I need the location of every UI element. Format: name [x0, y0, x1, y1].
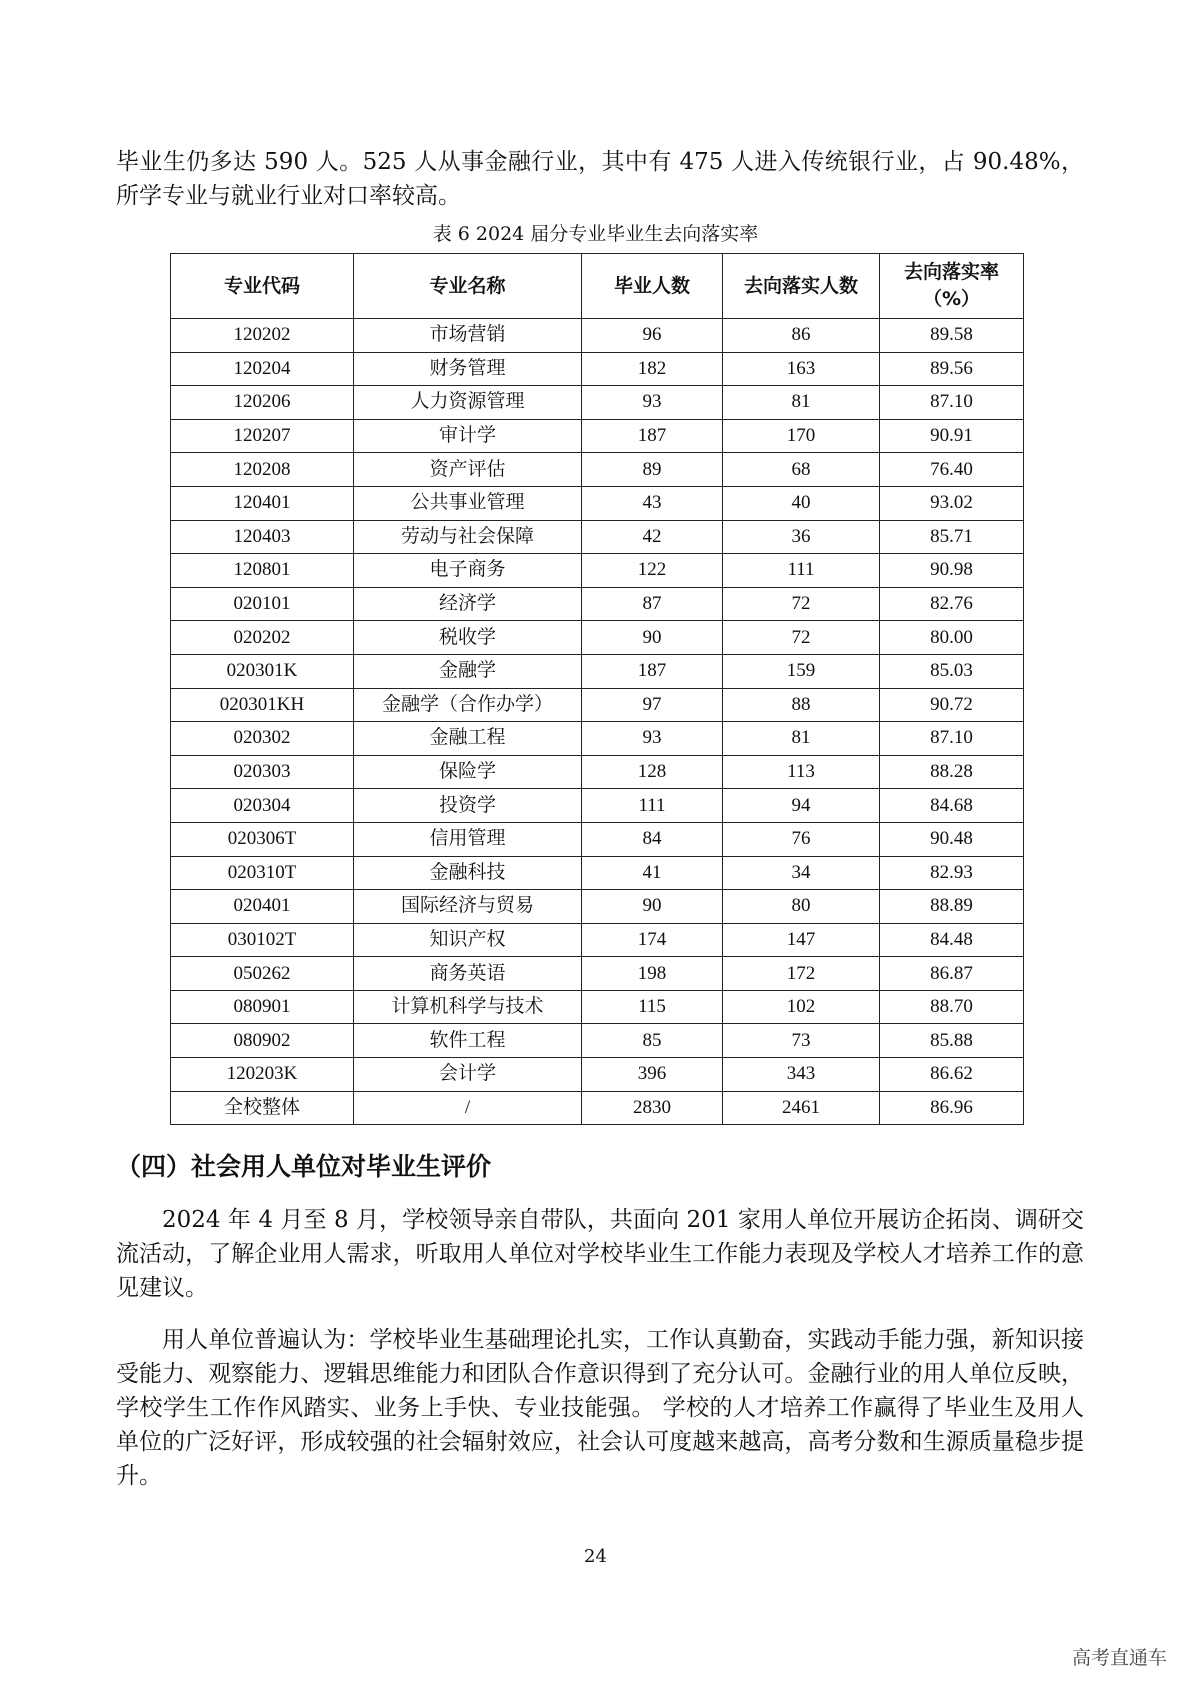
cell-major-code: 020306T [171, 822, 354, 856]
cell-major-name: 保险学 [354, 755, 582, 789]
cell-major-code: 全校整体 [171, 1091, 354, 1125]
cell-rate: 80.00 [880, 621, 1024, 655]
cell-major-code: 020303 [171, 755, 354, 789]
cell-rate: 87.10 [880, 386, 1024, 420]
cell-placed: 172 [723, 957, 880, 991]
cell-major-code: 020202 [171, 621, 354, 655]
cell-graduates: 198 [582, 957, 723, 991]
cell-major-code: 080901 [171, 990, 354, 1024]
table-row [171, 755, 1024, 789]
cell-graduates: 87 [582, 587, 723, 621]
cell-graduates: 115 [582, 990, 723, 1024]
cell-graduates: 43 [582, 486, 723, 520]
cell-placed: 159 [723, 654, 880, 688]
cell-placed: 68 [723, 453, 880, 487]
cell-major-code: 020401 [171, 890, 354, 924]
cell-rate: 90.98 [880, 554, 1024, 588]
table-row [171, 352, 1024, 386]
cell-rate: 90.72 [880, 688, 1024, 722]
cell-graduates: 90 [582, 621, 723, 655]
cell-major-code: 020301K [171, 654, 354, 688]
cell-rate: 82.76 [880, 587, 1024, 621]
cell-major-name: 金融学 [354, 654, 582, 688]
cell-major-name: 国际经济与贸易 [354, 890, 582, 924]
cell-graduates: 41 [582, 856, 723, 890]
cell-rate: 89.56 [880, 352, 1024, 386]
cell-graduates: 84 [582, 822, 723, 856]
cell-placed: 343 [723, 1058, 880, 1092]
cell-major-name: 公共事业管理 [354, 486, 582, 520]
cell-major-code: 120206 [171, 386, 354, 420]
cell-placed: 36 [723, 520, 880, 554]
cell-major-name: 人力资源管理 [354, 386, 582, 420]
cell-placed: 73 [723, 1024, 880, 1058]
header-graduates: 毕业人数 [582, 254, 723, 319]
cell-major-name: 计算机科学与技术 [354, 990, 582, 1024]
cell-graduates: 93 [582, 722, 723, 756]
cell-major-code: 120401 [171, 486, 354, 520]
cell-placed: 113 [723, 755, 880, 789]
table-row [171, 386, 1024, 420]
cell-major-code: 020301KH [171, 688, 354, 722]
table-header-row [171, 254, 1024, 319]
table-row [171, 621, 1024, 655]
page-number: 24 [584, 1546, 607, 1567]
cell-major-code: 120204 [171, 352, 354, 386]
table-caption: 表 6 2024 届分专业毕业生去向落实率 [432, 223, 759, 245]
cell-placed: 2461 [723, 1091, 880, 1125]
cell-major-code: 120203K [171, 1058, 354, 1092]
cell-rate: 86.62 [880, 1058, 1024, 1092]
table-row [171, 453, 1024, 487]
table-body [171, 319, 1024, 1125]
cell-major-name: 金融学（合作办学） [354, 688, 582, 722]
intro-paragraph: 毕业生仍多达 590 人。525 人从事金融行业，其中有 475 人进入传统银行业，占 90.48%，所学专业与就业行业对口率较高。 [116, 149, 1084, 209]
table-row [171, 789, 1024, 823]
cell-major-code: 050262 [171, 957, 354, 991]
cell-rate: 82.93 [880, 856, 1024, 890]
cell-placed: 102 [723, 990, 880, 1024]
table-row [171, 520, 1024, 554]
header-rate [880, 254, 1024, 319]
table-row [171, 486, 1024, 520]
cell-major-code: 080902 [171, 1024, 354, 1058]
cell-placed: 88 [723, 688, 880, 722]
cell-rate: 86.87 [880, 957, 1024, 991]
cell-major-name: 财务管理 [354, 352, 582, 386]
table-row [171, 722, 1024, 756]
table-row [171, 654, 1024, 688]
cell-graduates: 187 [582, 419, 723, 453]
table-row [171, 1024, 1024, 1058]
cell-major-code: 020310T [171, 856, 354, 890]
cell-major-name: 金融工程 [354, 722, 582, 756]
table-row [171, 688, 1024, 722]
feedback-paragraph: 用人单位普遍认为：学校毕业生基础理论扎实，工作认真勤奋，实践动手能力强，新知识接受能力、观察能力、逻辑思维能力和团队合作意识得到了充分认可。金融行业的用人单位反映，学校学生工作作风踏实、业务上手快、专业技能强。 学校的人才培养工作赢得了毕业生及用人单位的广泛好评，形成较强的社会辐射效应，社会认可度越来越高，高考分数和生源质量稳步提升。 [116, 1327, 1084, 1489]
cell-major-name: 会计学 [354, 1058, 582, 1092]
section-heading: （四）社会用人单位对毕业生评价 [116, 1152, 492, 1181]
table-row [171, 587, 1024, 621]
table-row [171, 856, 1024, 890]
cell-graduates: 187 [582, 654, 723, 688]
cell-major-code: 020101 [171, 587, 354, 621]
cell-major-code: 030102T [171, 923, 354, 957]
cell-rate: 90.48 [880, 822, 1024, 856]
cell-placed: 94 [723, 789, 880, 823]
cell-rate: 85.71 [880, 520, 1024, 554]
cell-placed: 72 [723, 621, 880, 655]
table-row [171, 1091, 1024, 1125]
header-major-name: 专业名称 [354, 254, 582, 319]
cell-graduates: 89 [582, 453, 723, 487]
cell-graduates: 128 [582, 755, 723, 789]
cell-placed: 81 [723, 722, 880, 756]
cell-graduates: 42 [582, 520, 723, 554]
cell-placed: 170 [723, 419, 880, 453]
cell-rate: 84.68 [880, 789, 1024, 823]
cell-major-code: 120207 [171, 419, 354, 453]
header-major-code: 专业代码 [171, 254, 354, 319]
cell-major-name: 软件工程 [354, 1024, 582, 1058]
cell-graduates: 182 [582, 352, 723, 386]
cell-placed: 147 [723, 923, 880, 957]
cell-graduates: 2830 [582, 1091, 723, 1125]
cell-major-name: 电子商务 [354, 554, 582, 588]
cell-rate: 89.58 [880, 319, 1024, 353]
table-row [171, 957, 1024, 991]
cell-major-name: 劳动与社会保障 [354, 520, 582, 554]
cell-major-code: 020302 [171, 722, 354, 756]
cell-rate: 76.40 [880, 453, 1024, 487]
table-row [171, 990, 1024, 1024]
cell-graduates: 396 [582, 1058, 723, 1092]
table-row [171, 554, 1024, 588]
cell-graduates: 90 [582, 890, 723, 924]
cell-major-name: 资产评估 [354, 453, 582, 487]
table-row [171, 419, 1024, 453]
cell-major-name: 投资学 [354, 789, 582, 823]
cell-graduates: 96 [582, 319, 723, 353]
cell-major-name: / [354, 1091, 582, 1125]
cell-major-name: 税收学 [354, 621, 582, 655]
cell-major-name: 商务英语 [354, 957, 582, 991]
employment-rate-table [170, 253, 1024, 1125]
cell-rate: 87.10 [880, 722, 1024, 756]
cell-rate: 86.96 [880, 1091, 1024, 1125]
cell-rate: 88.70 [880, 990, 1024, 1024]
cell-rate: 88.28 [880, 755, 1024, 789]
cell-graduates: 85 [582, 1024, 723, 1058]
cell-major-code: 120403 [171, 520, 354, 554]
cell-placed: 80 [723, 890, 880, 924]
cell-rate: 85.03 [880, 654, 1024, 688]
cell-graduates: 111 [582, 789, 723, 823]
cell-major-code: 120801 [171, 554, 354, 588]
cell-placed: 111 [723, 554, 880, 588]
cell-placed: 81 [723, 386, 880, 420]
table-row [171, 1058, 1024, 1092]
cell-major-code: 120208 [171, 453, 354, 487]
table-row [171, 822, 1024, 856]
cell-placed: 72 [723, 587, 880, 621]
cell-rate: 90.91 [880, 419, 1024, 453]
cell-graduates: 122 [582, 554, 723, 588]
watermark-text: 高考直通车 [1071, 1647, 1167, 1669]
header-rate-line2: （%） [922, 288, 981, 310]
cell-major-code: 020304 [171, 789, 354, 823]
cell-major-name: 审计学 [354, 419, 582, 453]
cell-major-name: 信用管理 [354, 822, 582, 856]
cell-placed: 34 [723, 856, 880, 890]
cell-graduates: 97 [582, 688, 723, 722]
cell-rate: 88.89 [880, 890, 1024, 924]
cell-graduates: 174 [582, 923, 723, 957]
cell-major-name: 经济学 [354, 587, 582, 621]
header-placed: 去向落实人数 [723, 254, 880, 319]
cell-major-name: 市场营销 [354, 319, 582, 353]
header-rate-line1: 去向落实率 [903, 261, 999, 283]
cell-rate: 84.48 [880, 923, 1024, 957]
cell-major-name: 金融科技 [354, 856, 582, 890]
cell-graduates: 93 [582, 386, 723, 420]
table-row [171, 319, 1024, 353]
table-row [171, 923, 1024, 957]
cell-major-name: 知识产权 [354, 923, 582, 957]
cell-placed: 163 [723, 352, 880, 386]
table-row [171, 890, 1024, 924]
cell-rate: 93.02 [880, 486, 1024, 520]
cell-placed: 76 [723, 822, 880, 856]
visits-paragraph: 2024 年 4 月至 8 月，学校领导亲自带队，共面向 201 家用人单位开展访企拓岗、调研交流活动，了解企业用人需求，听取用人单位对学校毕业生工作能力表现及学校人才培养工作的意见建议。 [116, 1207, 1084, 1301]
cell-major-code: 120202 [171, 319, 354, 353]
cell-placed: 86 [723, 319, 880, 353]
cell-placed: 40 [723, 486, 880, 520]
cell-rate: 85.88 [880, 1024, 1024, 1058]
